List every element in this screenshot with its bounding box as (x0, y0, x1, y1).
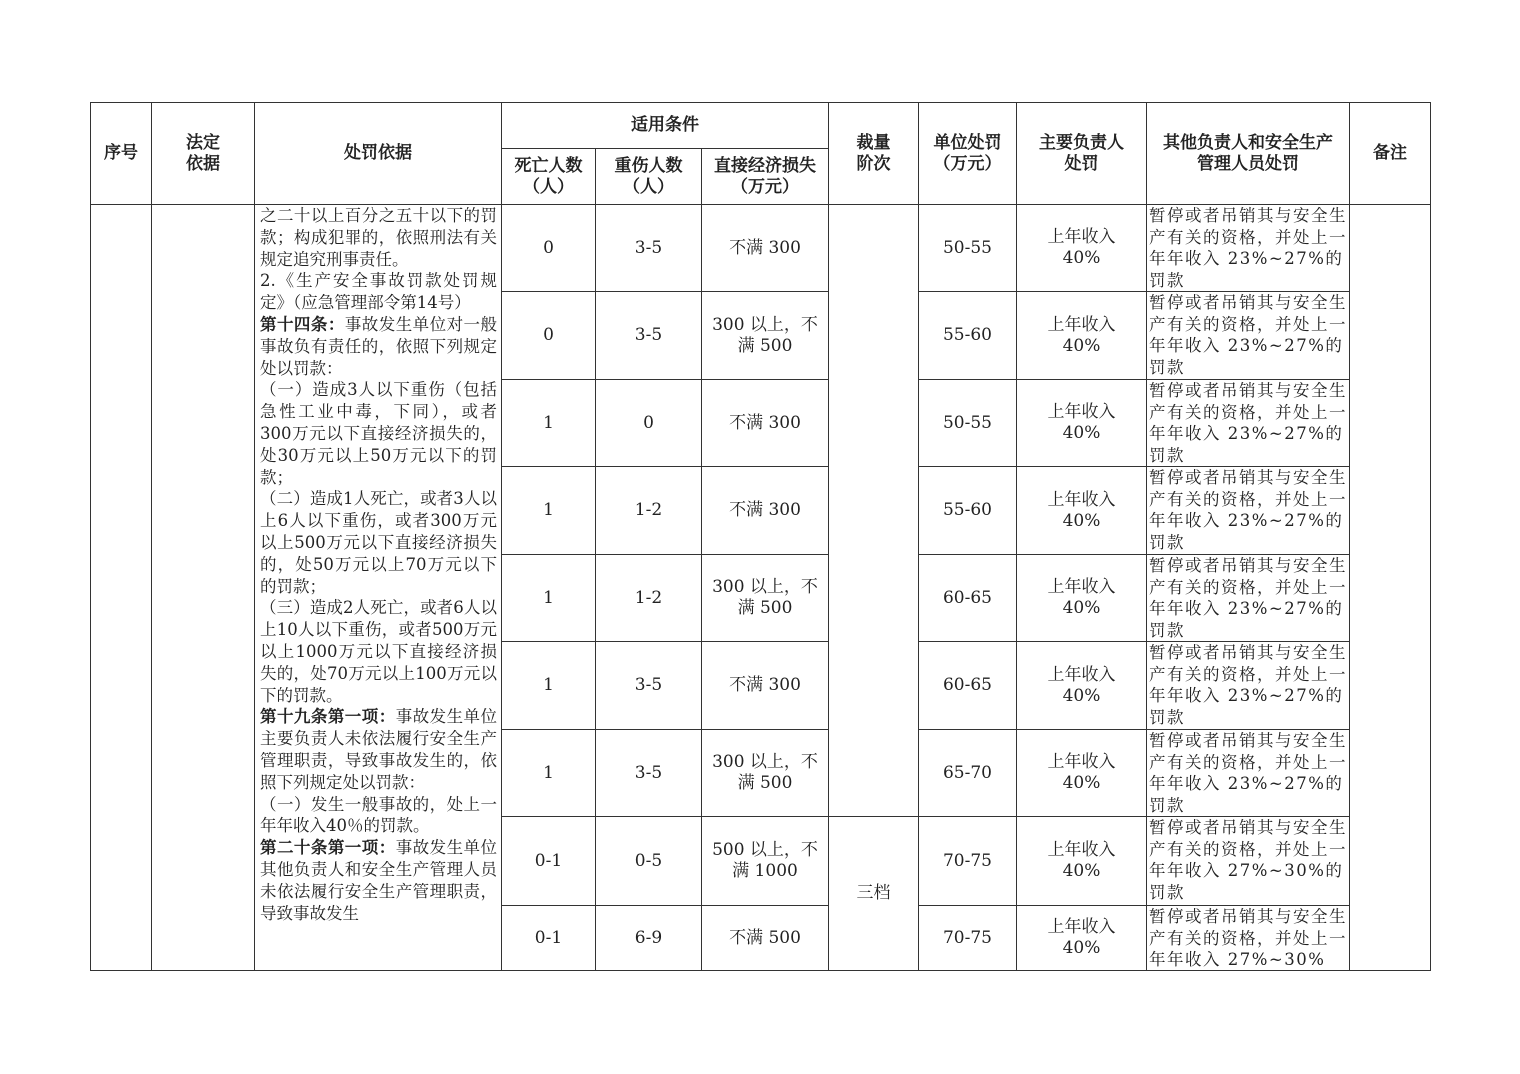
header-deaths (502, 149, 596, 205)
deaths-cell: 1 (502, 730, 596, 817)
unit-penalty-cell: 65-70 (919, 730, 1017, 817)
header-other-penalty-text: 其他负责人和安全生产管理人员处罚 (1163, 132, 1333, 174)
main-penalty-line2: 40% (1062, 510, 1101, 531)
other-penalty-text: 暂停或者吊销其与安全生产有关的资格，并处上一年年收入 23%~27%的罚款 (1149, 381, 1347, 465)
header-conditions: 适用条件 (502, 103, 829, 149)
injuries-cell: 6-9 (596, 906, 702, 971)
loss-text: 300 以上，不满 500 (712, 314, 818, 356)
other-penalty-text: 暂停或者吊销其与安全生产有关的资格，并处上一年年收入 23%~27%的罚款 (1149, 206, 1347, 290)
main-penalty-cell (1017, 380, 1147, 467)
other-penalty-cell (1147, 555, 1350, 642)
other-penalty-text: 暂停或者吊销其与安全生产有关的资格，并处上一年年收入 23%~27%的罚款 (1149, 293, 1347, 377)
other-penalty-text: 暂停或者吊销其与安全生产有关的资格，并处上一年年收入 23%~27%的罚款 (1149, 643, 1347, 727)
other-penalty-cell (1147, 205, 1350, 292)
basis-paragraph: （一）发生一般事故的，处上一年年收入40％的罚款。 (260, 794, 497, 836)
header-tier (829, 103, 919, 205)
main-penalty-cell (1017, 730, 1147, 817)
main-penalty-line1: 上年收入 (1047, 664, 1116, 685)
header-other-penalty (1147, 103, 1350, 205)
header-main-penalty-text: 主要负责人处罚 (1039, 132, 1124, 174)
main-penalty-cell (1017, 906, 1147, 971)
header-legal-basis (152, 103, 255, 205)
seq-cell (91, 205, 152, 971)
unit-penalty-cell: 50-55 (919, 380, 1017, 467)
note-cell (1350, 205, 1431, 971)
header-unit-penalty (919, 103, 1017, 205)
main-penalty-cell (1017, 817, 1147, 906)
loss-text: 500 以上，不满 1000 (712, 840, 818, 881)
article-19-heading: 第十九条第一项： (260, 707, 396, 727)
main-penalty-cell (1017, 467, 1147, 555)
loss-text: 不满 500 (729, 927, 801, 948)
basis-paragraph: 之二十以上百分之五十以下的罚款；构成犯罪的，依照刑法有关规定追究刑事责任。 (260, 206, 497, 269)
unit-penalty-cell: 60-65 (919, 555, 1017, 642)
basis-paragraph (260, 314, 497, 379)
injuries-cell: 0 (596, 380, 702, 467)
header-loss (702, 149, 829, 205)
other-penalty-cell (1147, 906, 1350, 971)
other-penalty-text: 暂停或者吊销其与安全生产有关的资格，并处上一年年收入 23%~27%的罚款 (1149, 731, 1347, 815)
other-penalty-cell (1147, 467, 1350, 555)
main-penalty-line2: 40% (1062, 598, 1101, 618)
loss-cell (702, 205, 829, 292)
loss-cell (702, 555, 829, 642)
basis-paragraph (260, 837, 497, 924)
other-penalty-cell (1147, 380, 1350, 467)
header-legal-basis-text: 法定依据 (186, 132, 220, 174)
deaths-cell: 1 (502, 380, 596, 467)
table-row (91, 205, 1431, 292)
main-penalty-line1: 上年收入 (1047, 840, 1116, 860)
other-penalty-text: 暂停或者吊销其与安全生产有关的资格，并处上一年年收入 23%~27%的罚款 (1149, 468, 1347, 552)
article-20-text: 事故发生单位其他负责人和安全生产管理人员未依法履行安全生产管理职责，导致事故发生 (260, 838, 498, 923)
deaths-cell: 0-1 (502, 906, 596, 971)
loss-text: 不满 300 (729, 237, 801, 258)
main-penalty-cell (1017, 642, 1147, 730)
main-penalty-line1: 上年收入 (1047, 402, 1116, 422)
main-penalty-line2: 40% (1062, 335, 1101, 356)
header-main-penalty (1017, 103, 1147, 205)
loss-cell (702, 817, 829, 906)
unit-penalty-cell: 60-65 (919, 642, 1017, 730)
header-tier-text: 裁量阶次 (856, 132, 891, 174)
injuries-cell: 3-5 (596, 730, 702, 817)
loss-text: 不满 300 (729, 500, 801, 520)
basis-paragraph: （三）造成2人死亡，或者6人以上10人以下重伤，或者500万元以上1000万元以下直接经济损失的，处70万元以上100万元以下的罚款。 (260, 598, 497, 705)
injuries-cell: 1-2 (596, 467, 702, 555)
unit-penalty-cell: 50-55 (919, 205, 1017, 292)
loss-text: 不满 300 (729, 412, 801, 433)
loss-cell (702, 642, 829, 730)
injuries-cell: 1-2 (596, 555, 702, 642)
penalty-basis-cell (255, 205, 502, 971)
loss-cell (702, 906, 829, 971)
header-deaths-text: 死亡人数（人） (514, 155, 583, 197)
deaths-cell: 0 (502, 205, 596, 292)
main-penalty-line2: 40% (1062, 938, 1101, 958)
loss-cell (702, 292, 829, 380)
main-penalty-line2: 40% (1062, 861, 1101, 881)
injuries-cell: 3-5 (596, 642, 702, 730)
main-penalty-line1: 上年收入 (1047, 917, 1116, 937)
deaths-cell: 0-1 (502, 817, 596, 906)
deaths-cell: 0 (502, 292, 596, 380)
other-penalty-text: 暂停或者吊销其与安全生产有关的资格，并处上一年年收入 27%~30%的罚款 (1149, 818, 1347, 902)
injuries-cell: 3-5 (596, 205, 702, 292)
header-unit-penalty-text: 单位处罚（万元） (933, 132, 1002, 174)
loss-cell (702, 730, 829, 817)
header-penalty-basis: 处罚依据 (255, 103, 502, 205)
header-injuries-text: 重伤人数（人） (614, 155, 683, 197)
deaths-cell: 1 (502, 642, 596, 730)
penalty-basis-text (255, 205, 501, 970)
header-seq: 序号 (91, 103, 152, 205)
article-20-heading: 第二十条第一项： (260, 838, 396, 858)
article-14-text: 事故发生单位对一般事故负有责任的，依照下列规定处以罚款： (260, 314, 498, 378)
other-penalty-text: 暂停或者吊销其与安全生产有关的资格，并处上一年年收入 23%~27%的罚款 (1149, 556, 1347, 640)
unit-penalty-cell: 70-75 (919, 906, 1017, 971)
unit-penalty-cell: 55-60 (919, 467, 1017, 555)
loss-text: 不满 300 (729, 675, 801, 695)
loss-text: 300 以上，不满 500 (712, 577, 818, 618)
article-19-text: 事故发生单位主要负责人未依法履行安全生产管理职责，导致事故发生的，依照下列规定处以罚款： (260, 707, 498, 792)
main-penalty-line1: 上年收入 (1047, 489, 1116, 510)
penalty-table-page (90, 102, 1430, 970)
main-penalty-cell (1017, 555, 1147, 642)
unit-penalty-cell: 70-75 (919, 817, 1017, 906)
main-penalty-cell (1017, 292, 1147, 380)
header-loss-text: 直接经济损失（万元） (714, 155, 816, 197)
basis-paragraph: （一）造成3人以下重伤（包括急性工业中毒，下同），或者300万元以下直接经济损失的，处30万元以上50万元以下的罚款； (260, 380, 497, 487)
article-14-heading: 第十四条： (260, 314, 345, 334)
header-note: 备注 (1350, 103, 1431, 205)
other-penalty-cell (1147, 292, 1350, 380)
injuries-cell: 3-5 (596, 292, 702, 380)
tier-cell-empty (829, 205, 919, 817)
other-penalty-text: 暂停或者吊销其与安全生产有关的资格，并处上一年年收入 27%~30% (1149, 907, 1347, 969)
main-penalty-line2: 40% (1062, 248, 1101, 268)
basis-paragraph: 2.《生产安全事故罚款处罚规定》（应急管理部令第14号） (260, 271, 497, 313)
main-penalty-line2: 40% (1062, 773, 1101, 793)
injuries-cell: 0-5 (596, 817, 702, 906)
main-penalty-line1: 上年收入 (1047, 577, 1116, 597)
main-penalty-cell (1017, 205, 1147, 292)
loss-text: 300 以上，不满 500 (712, 752, 818, 793)
loss-cell (702, 467, 829, 555)
legal-basis-cell (152, 205, 255, 971)
main-penalty-line1: 上年收入 (1047, 314, 1116, 335)
tier-cell: 三档 (829, 817, 919, 971)
basis-paragraph (260, 706, 497, 793)
loss-cell (702, 380, 829, 467)
other-penalty-cell (1147, 817, 1350, 906)
main-penalty-line2: 40% (1062, 685, 1101, 706)
main-penalty-line1: 上年收入 (1047, 752, 1116, 772)
other-penalty-cell (1147, 642, 1350, 730)
other-penalty-cell (1147, 730, 1350, 817)
deaths-cell: 1 (502, 555, 596, 642)
main-penalty-line1: 上年收入 (1047, 227, 1116, 247)
deaths-cell: 1 (502, 467, 596, 555)
penalty-table (90, 102, 1431, 971)
header-injuries (596, 149, 702, 205)
basis-paragraph: （二）造成1人死亡，或者3人以上6人以下重伤，或者300万元以上500万元以下直接经济损失的，处50万元以上70万元以下的罚款； (260, 489, 497, 596)
main-penalty-line2: 40% (1062, 423, 1101, 443)
unit-penalty-cell: 55-60 (919, 292, 1017, 380)
